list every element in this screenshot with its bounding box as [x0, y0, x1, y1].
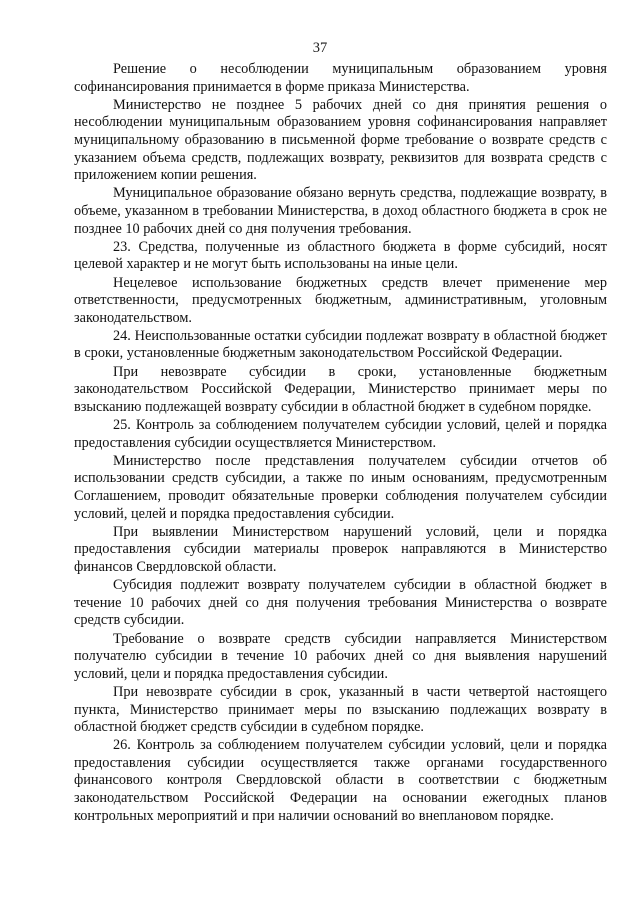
paragraph-item-25: 25. Контроль за соблюдением получателем субсидии условий, целей и порядка предоставления субсидии осуществляется Министерством. — [74, 417, 607, 451]
paragraph-item-23: 23. Средства, полученные из областного бюджета в форме субсидий, носят целевой характер и не могут быть использованы на иные цели. — [74, 238, 607, 273]
paragraph-non-return-court: При невозврате субсидии в сроки, установленные бюджетным законодательством Российской Федерации, Министерство принимает меры по взысканию подлежащей возврату субсидии в областной бюджет в судебном порядке. — [74, 363, 607, 415]
paragraph-non-return-measures: При невозврате субсидии в срок, указанный в части четвертой настоящего пункта, Министерство принимает меры по взысканию подлежащих возврату в областной бюджет средств субсидии в судебном порядке. — [74, 683, 607, 736]
paragraph-ministry-inspections: Министерство после представления получателем субсидии отчетов об использовании средств субсидии, а также по иным основаниям, предусмотренным Соглашением, проводит обязательные проверки соблюдения получателем субсидии условий, целей и порядка предоставления субсидии. — [74, 452, 607, 522]
paragraph-item-26: 26. Контроль за соблюдением получателем субсидии условий, цели и порядка предоставления субсидии осуществляется также органами государственного финансового контроля Свердловской области в соответствии с бюджетным законодательством Российской Федерации на основании ежегодных планов контрольных мероприятий и при наличии оснований во внеплановом порядке. — [74, 737, 607, 824]
paragraph-municipality-return: Муниципальное образование обязано вернуть средства, подлежащие возврату, в объеме, указанном в требовании Министерства, в доход областного бюджета в срок не позднее 10 рабочих дней со дня получения требования. — [74, 185, 607, 237]
paragraph-violations-materials: При выявлении Министерством нарушений условий, цели и порядка предоставления субсидии материалы проверок направляются в Министерство финансов Свердловской области. — [74, 523, 607, 575]
page-number: 37 — [312, 40, 328, 56]
paragraph-ministry-demand: Министерство не позднее 5 рабочих дней со дня принятия решения о несоблюдении муниципальным образованием уровня софинансирования направляет муниципальному образованию в письменной форме требование о возврате средств с указанием объема средств, подлежащих возврату, реквизитов для возврата средств с приложением копии решения. — [74, 96, 607, 184]
paragraph-misuse-liability: Нецелевое использование бюджетных средств влечет применение мер ответственности, предусмотренных бюджетным, административным, уголовным законодательством. — [74, 274, 607, 326]
paragraph-return-demand: Требование о возврате средств субсидии направляется Министерством получателю субсидии в течение 10 рабочих дней со дня выявления нарушений условий, цели и порядка предоставления субсидии. — [74, 630, 607, 682]
paragraph-decision: Решение о несоблюдении муниципальным образованием уровня софинансирования принимается в форме приказа Министерства. — [74, 61, 607, 95]
paragraph-item-24: 24. Неиспользованные остатки субсидии подлежат возврату в областной бюджет в сроки, установленные бюджетным законодательством Российской Федерации. — [74, 327, 607, 362]
paragraph-subsidy-return: Субсидия подлежит возврату получателем субсидии в областной бюджет в течение 10 рабочих дней со дня получения требования Министерства о возврате средств субсидии. — [74, 577, 607, 629]
document-body — [74, 61, 607, 826]
